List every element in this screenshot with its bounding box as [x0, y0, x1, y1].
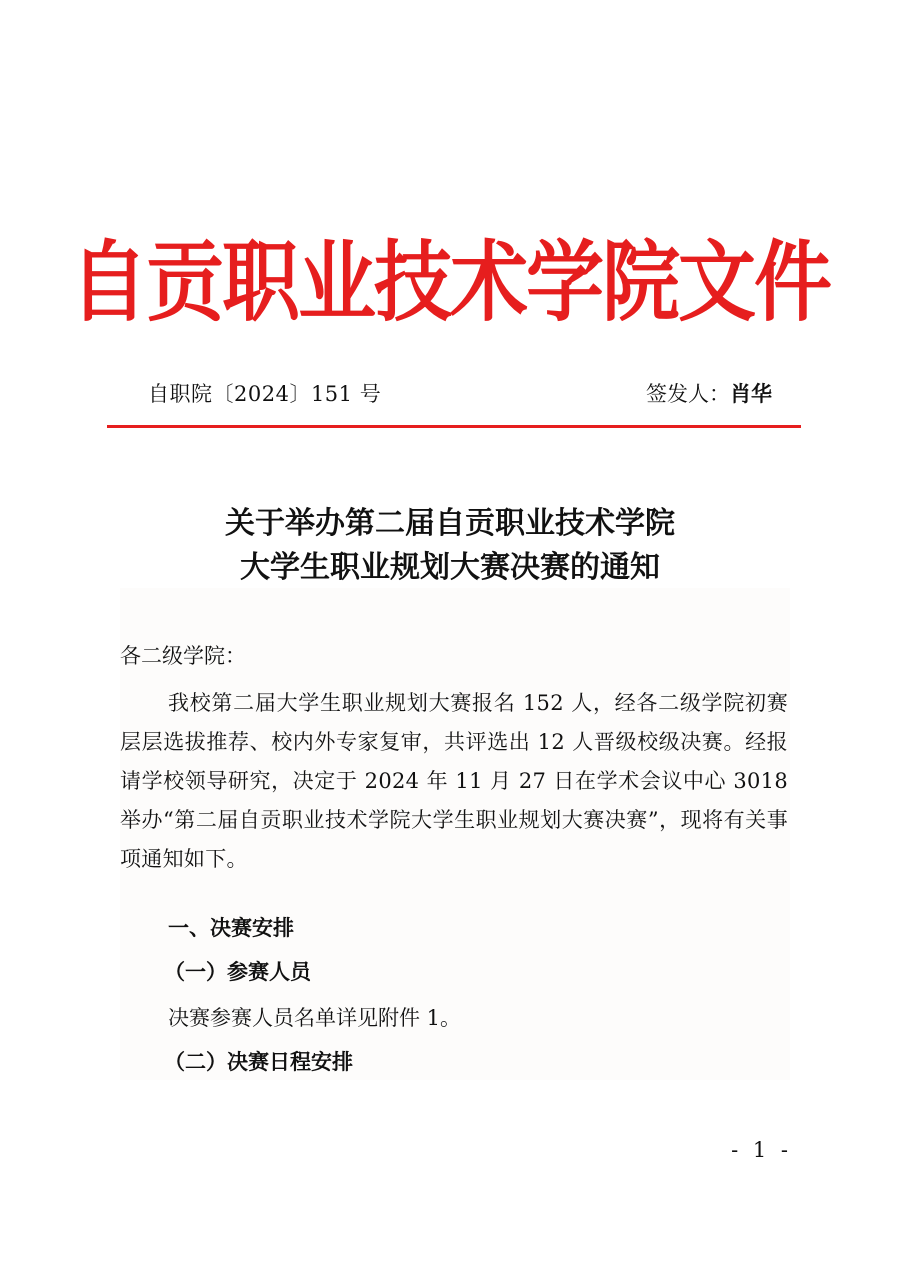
document-number: 自职院〔2024〕151 号: [148, 382, 382, 406]
subsection-heading-2: （二）决赛日程安排: [164, 1050, 353, 1074]
red-divider-line: [107, 425, 801, 428]
signer-block: [646, 380, 772, 408]
document-title: [0, 502, 900, 590]
salutation: 各二级学院：: [120, 644, 246, 668]
subsection-heading-1: （一）参赛人员: [164, 960, 311, 984]
document-title-line-2: 大学生职业规划大赛决赛的通知: [240, 550, 660, 585]
signer-label: 签发人：: [646, 382, 730, 406]
document-header-title: 自贡职业技术学院文件: [69, 232, 830, 334]
document-title-line-1: 关于举办第二届自贡职业技术学院: [225, 506, 675, 541]
section-heading-1: 一、决赛安排: [168, 916, 294, 940]
body-paragraph-1: 我校第二届大学生职业规划大赛报名 152 人，经各二级学院初赛层层选拔推荐、校内外专家复审，共评选出 12 人晋级校级决赛。经报请学校领导研究，决定于 2024 年 11 月 27 日在学术会议中心 3018 举办“第二届自贡职业技术学院大学生职业规划大赛决赛”，现将有关事项通知如下。: [120, 691, 788, 871]
page-number: - 1 -: [731, 1138, 792, 1162]
signer-name: 肖华: [730, 382, 772, 406]
subsection-1-text: 决赛参赛人员名单详见附件 1。: [168, 1006, 462, 1030]
